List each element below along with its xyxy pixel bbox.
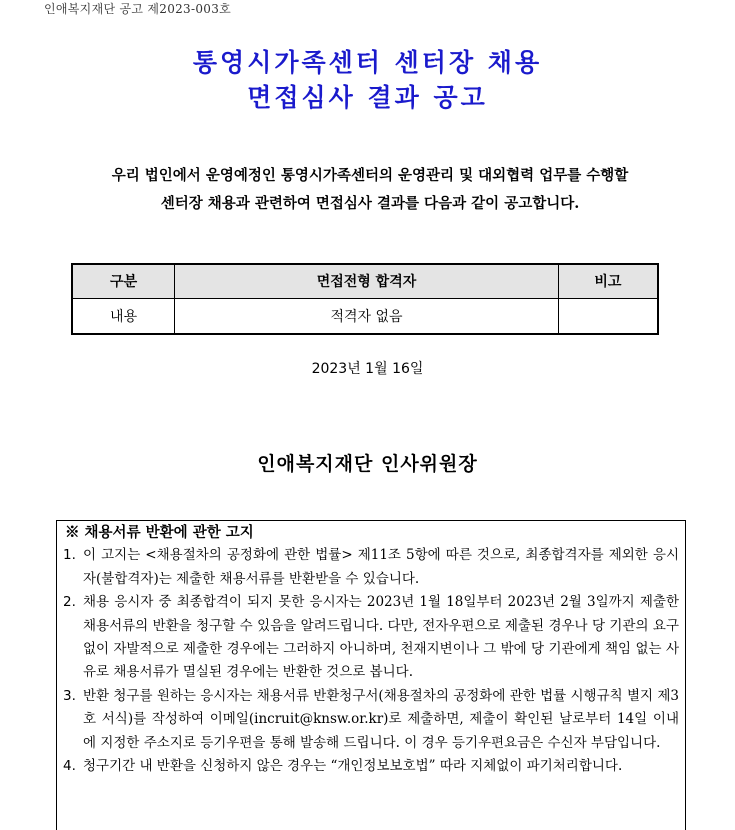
cell-passers: 적격자 없음 (175, 298, 559, 334)
cell-remarks (558, 298, 658, 334)
intro-line-1: 우리 법인에서 운영예정인 통영시가족센터의 운영관리 및 대외협력 업무를 수행할 (111, 167, 629, 184)
header-passers: 면접전형 합격자 (175, 264, 559, 298)
document-number: 인애복지재단 공고 제2023-003호 (44, 2, 232, 16)
intro-line-2: 센터장 채용과 관련하여 면접심사 결과를 다음과 같이 공고합니다. (160, 195, 580, 212)
item-number: 4. (63, 758, 76, 775)
page-title-line1: 통영시가족센터 센터장 채용 (192, 48, 543, 77)
result-table (71, 263, 659, 335)
list-item (63, 591, 679, 685)
page-title-line2: 면접심사 결과 공고 (247, 83, 488, 112)
cell-category: 내용 (72, 298, 175, 334)
item-text: 반환 청구를 원하는 응시자는 채용서류 반환청구서(채용절차의 공정화에 관한 법률 시행규칙 별지 제3호 서식)를 작성하여 이메일(incruit@knsw.or.kr)로 제출하면, 제출이 확인된 날로부터 14일 이내에 지정한 주소지로 등기우편을 통해 발송해 드립니다. 이 경우 등기우편요금은 수신자 부담입니다. (83, 687, 679, 751)
notice-title: ※ 채용서류 반환에 관한 고지 (65, 524, 254, 541)
list-item (63, 544, 679, 591)
table-header-row (72, 264, 658, 298)
item-number: 1. (63, 547, 76, 564)
issuer-name: 인애복지재단 인사위원장 (257, 453, 478, 475)
list-item (63, 755, 679, 778)
notice-box (56, 520, 686, 830)
header-remarks: 비고 (558, 264, 658, 298)
item-text: 이 고지는 <채용절차의 공정화에 관한 법률> 제11조 5항에 따른 것으로, 최종합격자를 제외한 응시자(불합격자)는 제출한 채용서류를 반환받을 수 있습니다. (83, 547, 679, 587)
item-number: 2. (63, 594, 76, 611)
table-row (72, 298, 658, 334)
item-text: 채용 응시자 중 최종합격이 되지 못한 응시자는 2023년 1월 18일부터 2023년 2월 3일까지 제출한 채용서류의 반환을 청구할 수 있음을 알려드립니다. 다만, 전자우편으로 제출된 경우나 당 기관의 요구 없이 자발적으로 제출한 경우에는 그러하지 아니하며, 천재지변이나 그 밖에 당 기관에게 책임 없는 사유로 채용서류가 멸실된 경우에는 반환한 것으로 봅니다. (83, 594, 679, 681)
item-number: 3. (63, 687, 76, 704)
item-text: 청구기간 내 반환을 신청하지 않은 경우는 “개인정보보호법” 따라 지체없이 파기처리합니다. (83, 758, 623, 775)
announcement-date: 2023년 1월 16일 (311, 361, 424, 377)
list-item (63, 685, 679, 755)
intro-paragraph (50, 162, 690, 218)
header-category: 구분 (72, 264, 175, 298)
